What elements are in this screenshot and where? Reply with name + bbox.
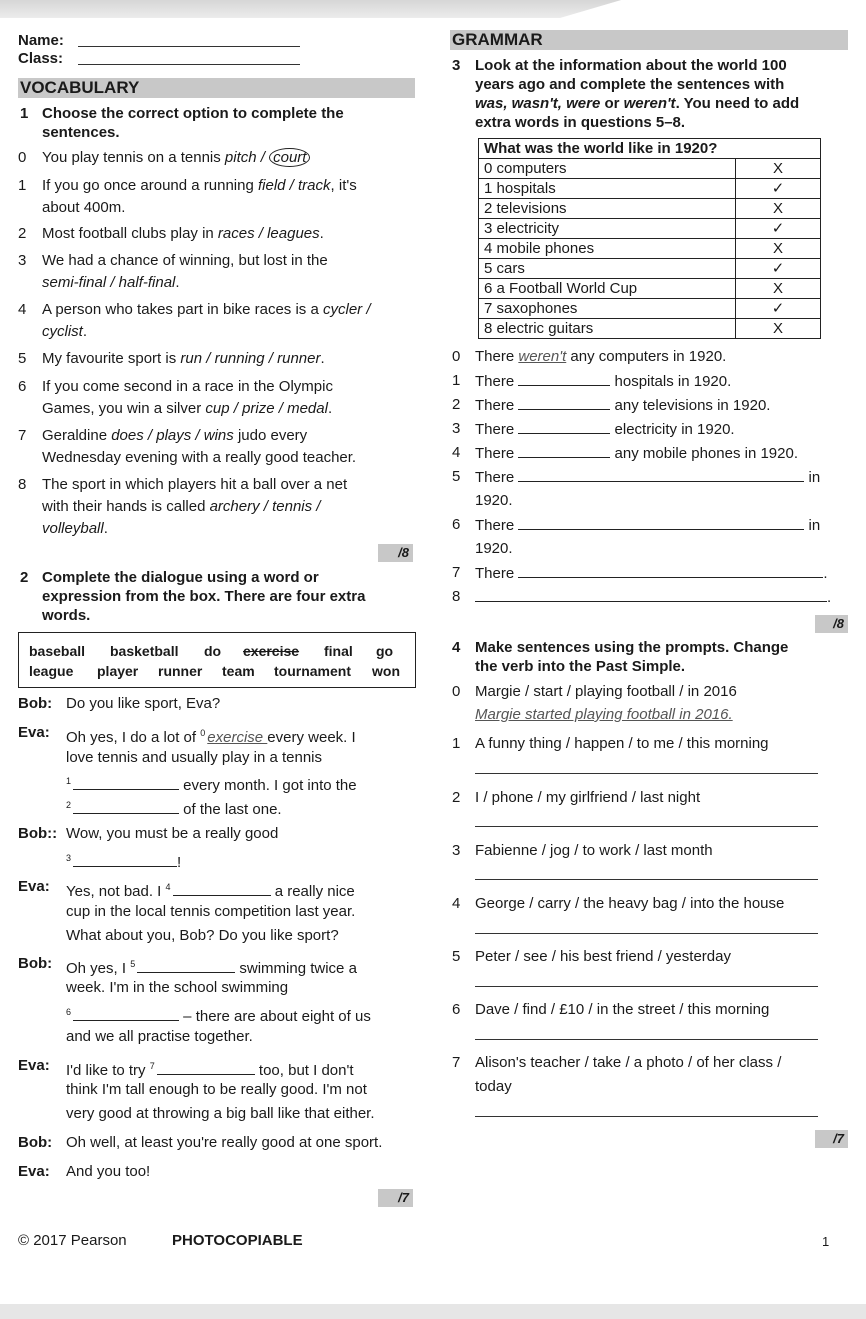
answer-blank[interactable]	[518, 515, 804, 530]
item-number: 2	[452, 789, 461, 806]
sentence	[475, 371, 731, 392]
prompt-continued: today	[475, 1078, 512, 1095]
item-number: 2	[452, 396, 461, 413]
ex3-score-box: /8	[815, 615, 848, 633]
option[interactable]: races / leagues	[217, 225, 320, 242]
text: in	[804, 469, 821, 486]
text: electricity in 1920.	[610, 421, 735, 438]
table-cell-mark: X	[736, 199, 821, 219]
table-cell-mark: ✓	[736, 299, 821, 319]
item-text: about 400m.	[42, 199, 126, 216]
table-cell-mark: ✓	[736, 259, 821, 279]
dialogue-line	[66, 1002, 371, 1027]
item-number: 2	[18, 225, 27, 242]
ex2-instruction-3: words.	[42, 607, 91, 624]
word: tournament	[274, 663, 351, 679]
ex1-instruction: Choose the correct option to complete the	[42, 105, 344, 122]
dialogue-line	[66, 1056, 354, 1081]
table-row	[479, 299, 821, 319]
item-text: , it's	[330, 177, 357, 194]
option[interactable]: cycler /	[322, 301, 371, 318]
speaker-eva: Eva:	[18, 878, 50, 895]
list-item	[18, 251, 328, 271]
table-row	[479, 219, 821, 239]
sentence	[475, 515, 820, 536]
option[interactable]: volleyball	[42, 520, 104, 537]
name-field[interactable]	[78, 46, 300, 47]
item-text: A person who takes part in bike races is a	[42, 301, 323, 318]
text: There	[475, 565, 519, 582]
dialogue-line	[66, 795, 282, 820]
item-number: 4	[452, 895, 461, 912]
sentence-continued: 1920.	[475, 492, 513, 509]
ex2-instruction-2: expression from the box. There are four extra	[42, 588, 366, 605]
item-text: .	[82, 323, 88, 340]
table-cell-item: 0 computers	[479, 159, 736, 179]
list-item	[18, 475, 347, 495]
word: baseball	[29, 643, 86, 659]
item-number: 6	[452, 1001, 461, 1018]
table-row	[479, 159, 821, 179]
word: league	[29, 663, 74, 679]
sentence	[475, 395, 770, 416]
item-number: 1	[452, 372, 461, 389]
table-cell-mark: X	[736, 159, 821, 179]
answer-line[interactable]	[475, 986, 818, 987]
table-row	[479, 279, 821, 299]
answer-blank[interactable]	[475, 587, 827, 602]
dialogue-line	[66, 771, 357, 796]
list-item	[18, 148, 310, 168]
page-bottom-edge	[0, 1304, 866, 1319]
word: go	[376, 643, 394, 659]
item-text: with their hands is called	[42, 498, 210, 515]
text: There	[475, 517, 519, 534]
ex2-number: 2	[20, 569, 29, 586]
option[interactable]: run / running / runner	[180, 350, 321, 367]
option[interactable]: archery / tennis /	[209, 498, 321, 515]
option[interactable]: does / plays / wins	[111, 427, 234, 444]
gap-number: 2	[66, 800, 72, 810]
word: do	[204, 643, 222, 659]
sentence-continued: 1920.	[475, 540, 513, 557]
dialogue-line	[66, 723, 356, 748]
text: weren't	[623, 95, 676, 112]
dialogue-line: Wow, you must be a really good	[66, 825, 279, 842]
table-cell-item: 6 a Football World Cup	[479, 279, 736, 299]
item-text: Most football clubs play in	[42, 225, 218, 242]
ex1-instruction-2: sentences.	[42, 124, 120, 141]
ex2-score-box: /7	[378, 1189, 413, 1207]
table-row	[479, 179, 821, 199]
text: was, wasn't, were	[475, 95, 601, 112]
name-label: Name:	[18, 32, 64, 49]
table-cell-item: 1 hospitals	[479, 179, 736, 199]
item-line	[42, 497, 320, 517]
item-text: .	[103, 520, 108, 537]
table-cell-item: 2 televisions	[479, 199, 736, 219]
speaker-bob: Bob::	[18, 825, 58, 842]
ex1-score-box: /8	[378, 544, 413, 562]
item-number: 7	[452, 1054, 461, 1071]
text: There	[475, 348, 519, 365]
table-header-row	[479, 139, 821, 159]
item-number: 7	[18, 427, 27, 444]
list-item	[18, 349, 325, 369]
text: every week. I	[267, 729, 356, 746]
item-number: 1	[452, 735, 461, 752]
prompt: Margie / start / playing football / in 2016	[475, 683, 737, 700]
speaker-bob: Bob:	[18, 955, 53, 972]
item-number: 0	[18, 149, 27, 166]
gap-number: 5	[130, 959, 136, 969]
dialogue-line: think I'm tall enough to be really good. I'm not	[66, 1081, 367, 1098]
table-cell-mark: X	[736, 319, 821, 339]
example-answer: exercise	[207, 729, 268, 746]
table-row	[479, 239, 821, 259]
list-item	[18, 377, 333, 397]
photocopiable-label: PHOTOCOPIABLE	[172, 1232, 303, 1249]
item-line	[42, 399, 332, 419]
gap-number: 6	[66, 1007, 72, 1017]
item-text: My favourite sport is	[42, 350, 181, 367]
dialogue-line	[66, 848, 181, 873]
gap-number: 1	[66, 776, 72, 786]
prompt: I / phone / my girlfriend / last night	[475, 789, 701, 806]
dialogue-line: love tennis and usually play in a tennis	[66, 749, 322, 766]
ex3-instruction: Look at the information about the world 100	[475, 57, 787, 74]
dialogue-line: very good at throwing a big ball like that either.	[66, 1105, 375, 1122]
answer-blank[interactable]	[518, 467, 804, 482]
prompt: Fabienne / jog / to work / last month	[475, 842, 713, 859]
table-row	[479, 259, 821, 279]
text: or	[600, 95, 624, 112]
answer-blank[interactable]	[518, 371, 610, 386]
ex4-score-box: /7	[815, 1130, 848, 1148]
answer-blank[interactable]	[518, 563, 823, 578]
item-line	[42, 322, 87, 342]
item-text: .	[327, 400, 333, 417]
item-line	[42, 519, 108, 539]
dialogue-line: What about you, Bob? Do you like sport?	[66, 927, 339, 944]
speaker-bob: Bob:	[18, 1134, 53, 1151]
item-text: judo every	[233, 427, 308, 444]
answer-blank[interactable]	[157, 1060, 255, 1075]
item-text: Wednesday evening with a really good teacher.	[42, 449, 357, 466]
speaker-bob: Bob:	[18, 695, 53, 712]
table-row	[479, 199, 821, 219]
text: in	[804, 517, 821, 534]
text: swimming twice a	[235, 960, 357, 977]
gap-number: 0	[200, 728, 206, 738]
class-label: Class:	[18, 50, 64, 67]
table-cell-item: 4 mobile phones	[479, 239, 736, 259]
item-text: You play tennis on a tennis	[42, 149, 225, 166]
ex3-instruction-2: years ago and complete the sentences with	[475, 76, 785, 93]
prompt: Dave / find / £10 / in the street / this morning	[475, 1001, 770, 1018]
item-number: 8	[452, 588, 461, 605]
text: Yes, not bad. I	[66, 883, 166, 900]
dialogue-line: And you too!	[66, 1163, 151, 1180]
answer-blank[interactable]	[73, 799, 179, 814]
text: every month. I got into the	[179, 777, 357, 794]
item-line	[42, 273, 180, 293]
answer-blank[interactable]	[73, 775, 179, 790]
answer-blank[interactable]	[518, 419, 610, 434]
grammar-heading: GRAMMAR	[450, 30, 848, 50]
speaker-eva: Eva:	[18, 724, 50, 741]
answer-line[interactable]	[475, 933, 818, 934]
sentence	[475, 347, 726, 367]
text: Oh yes, I do a lot of	[66, 729, 201, 746]
word-box	[18, 632, 416, 688]
ex1-number: 1	[20, 105, 29, 122]
answer-line[interactable]	[475, 826, 818, 827]
speaker-eva: Eva:	[18, 1057, 50, 1074]
class-field[interactable]	[78, 64, 300, 65]
item-number: 3	[452, 842, 461, 859]
answer-line[interactable]	[475, 773, 818, 774]
dialogue-line: and we all practise together.	[66, 1028, 253, 1045]
answer-blank[interactable]	[137, 958, 235, 973]
prompt: Peter / see / his best friend / yesterday	[475, 948, 731, 965]
dialogue-line: Do you like sport, Eva?	[66, 695, 221, 712]
table-cell-mark: X	[736, 279, 821, 299]
text: – there are about eight of us	[179, 1008, 371, 1025]
item-number: 3	[18, 252, 27, 269]
text: Oh yes, I	[66, 960, 131, 977]
item-number: 0	[452, 348, 461, 365]
ex4-instruction: Make sentences using the prompts. Change	[475, 639, 789, 656]
item-text: .	[319, 225, 324, 242]
word: runner	[158, 663, 203, 679]
list-item	[18, 224, 324, 244]
item-text: If you go once around a running	[42, 177, 258, 194]
ex3-instruction-3	[475, 94, 799, 114]
text: a really nice	[270, 883, 355, 900]
item-number: 6	[18, 378, 27, 395]
dialogue-line: cup in the local tennis competition last year.	[66, 903, 356, 920]
dialogue-line: Oh well, at least you're really good at one sport.	[66, 1134, 383, 1151]
table-row	[479, 319, 821, 339]
gap-number: 3	[66, 853, 72, 863]
text: There	[475, 421, 519, 438]
table-title: What was the world like in 1920?	[479, 139, 821, 159]
item-text: We had a chance of winning, but lost in the	[42, 252, 328, 269]
answer-blank[interactable]	[173, 881, 271, 896]
item-number: 6	[452, 516, 461, 533]
word: player	[97, 663, 139, 679]
world-1920-table	[478, 138, 821, 339]
item-number: 7	[452, 564, 461, 581]
text: any computers in 1920.	[566, 348, 727, 365]
ex3-number: 3	[452, 57, 461, 74]
ex2-instruction: Complete the dialogue using a word or	[42, 569, 319, 586]
answer-blank[interactable]	[73, 1006, 179, 1021]
example-answer: Margie started playing football in 2016.	[475, 706, 733, 723]
text: There	[475, 445, 519, 462]
prompt: George / carry / the heavy bag / into the house	[475, 895, 785, 912]
copyright: © 2017 Pearson	[18, 1232, 127, 1249]
table-cell-mark: ✓	[736, 179, 821, 199]
option[interactable]: cyclist	[42, 323, 83, 340]
answer-blank[interactable]	[518, 395, 610, 410]
gap-number: 7	[149, 1061, 155, 1071]
item-text: Geraldine	[42, 427, 112, 444]
word-crossed-out: exercise	[243, 643, 300, 659]
word: basketball	[110, 643, 179, 659]
answer-line[interactable]	[475, 1116, 818, 1117]
prompt: Alison's teacher / take / a photo / of her class /	[475, 1054, 782, 1071]
text: too, but I don't	[254, 1062, 354, 1079]
option[interactable]: cup / prize / medal	[205, 400, 328, 417]
text: hospitals in 1920.	[610, 373, 732, 390]
text: There	[475, 397, 519, 414]
item-number: 1	[18, 177, 27, 194]
ex4-number: 4	[452, 639, 461, 656]
item-text: The sport in which players hit a ball over a net	[42, 476, 348, 493]
ex3-instruction-4: extra words in questions 5–8.	[475, 114, 686, 131]
text: !	[177, 854, 182, 871]
text: of the last one.	[179, 801, 282, 818]
item-number: 4	[18, 301, 27, 318]
speaker-eva: Eva:	[18, 1163, 50, 1180]
item-text: .	[175, 274, 180, 291]
item-text: .	[320, 350, 325, 367]
option[interactable]: field / track	[258, 177, 331, 194]
word: final	[324, 643, 353, 659]
table-cell-mark: X	[736, 239, 821, 259]
page-number: 1	[822, 1234, 830, 1249]
list-item	[18, 426, 307, 446]
option[interactable]: semi-final / half-final	[42, 274, 176, 291]
table-cell-item: 5 cars	[479, 259, 736, 279]
item-number: 5	[18, 350, 27, 367]
table-cell-item: 7 saxophones	[479, 299, 736, 319]
list-item	[18, 300, 371, 320]
example-answer: weren't	[518, 348, 567, 365]
text: .	[823, 565, 828, 582]
answer-line[interactable]	[475, 1039, 818, 1040]
option[interactable]: pitch /	[224, 149, 270, 166]
text: any televisions in 1920.	[610, 397, 771, 414]
dialogue-line	[66, 954, 357, 979]
sentence	[475, 419, 735, 440]
text: . You need to add	[675, 95, 800, 112]
sentence	[475, 467, 820, 488]
table-cell-item: 8 electric guitars	[479, 319, 736, 339]
item-number: 4	[452, 444, 461, 461]
answer-blank[interactable]	[73, 852, 177, 867]
list-item	[18, 176, 357, 196]
item-number: 5	[452, 468, 461, 485]
sentence	[475, 587, 831, 608]
dialogue-line	[66, 877, 355, 902]
answer-line[interactable]	[475, 879, 818, 880]
text: There	[475, 469, 519, 486]
table-cell-mark: ✓	[736, 219, 821, 239]
ex4-instruction-2: the verb into the Past Simple.	[475, 658, 686, 675]
gap-number: 4	[165, 882, 171, 892]
circled-option[interactable]: court	[269, 148, 310, 167]
item-number: 8	[18, 476, 27, 493]
prompt: A funny thing / happen / to me / this morning	[475, 735, 769, 752]
table-cell-item: 3 electricity	[479, 219, 736, 239]
text: There	[475, 373, 519, 390]
item-number: 3	[452, 420, 461, 437]
sentence	[475, 443, 798, 464]
word: team	[222, 663, 255, 679]
item-text: If you come second in a race in the Olympic	[42, 378, 333, 395]
item-number: 5	[452, 948, 461, 965]
vocabulary-heading: VOCABULARY	[18, 78, 415, 98]
text: I'd like to try	[66, 1062, 150, 1079]
item-number: 0	[452, 683, 461, 700]
dialogue-line: week. I'm in the school swimming	[66, 979, 289, 996]
answer-blank[interactable]	[518, 443, 610, 458]
sentence	[475, 563, 828, 584]
word: won	[372, 663, 400, 679]
text: .	[827, 589, 832, 606]
text: any mobile phones in 1920.	[610, 445, 798, 462]
item-text: Games, you win a silver	[42, 400, 206, 417]
